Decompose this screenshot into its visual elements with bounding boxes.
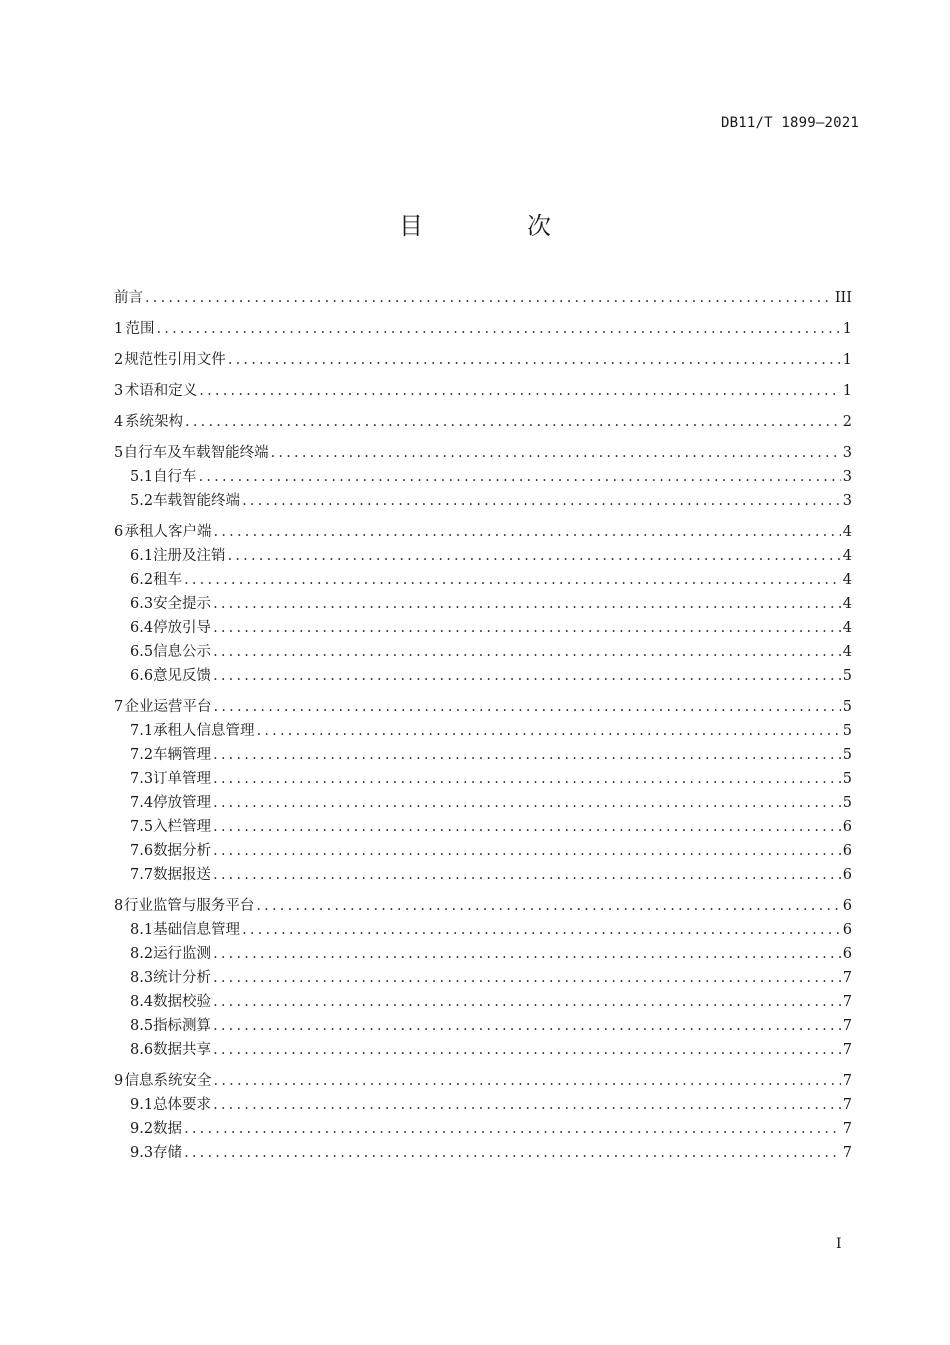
toc-dot-leader (184, 1117, 841, 1141)
toc-dot-leader (213, 942, 841, 966)
toc-entry-title: 系统架构 (125, 414, 184, 430)
toc-entry-title: 安全提示 (153, 596, 212, 612)
toc-entry-page: 7 (842, 1042, 852, 1058)
toc-entry-page: 5 (842, 699, 852, 715)
toc-dot-leader (213, 767, 841, 791)
toc-entry-page: 1 (842, 352, 852, 368)
toc-entry-number: 7.3 (130, 771, 154, 787)
toc-entry-title: 存储 (153, 1145, 183, 1161)
toc-dot-leader (213, 664, 841, 688)
toc-entry-page: 5 (842, 771, 852, 787)
toc-entry-title: 停放管理 (153, 795, 212, 811)
toc-entry-number: 7.1 (130, 723, 154, 739)
toc-entry[interactable] (114, 465, 852, 489)
toc-entry-number: 7.6 (130, 843, 154, 859)
toc-entry-page: 4 (842, 644, 852, 660)
toc-entry[interactable] (114, 1038, 852, 1062)
toc-dot-leader (214, 520, 841, 544)
toc-entry-title: 运行监测 (153, 946, 212, 962)
toc-entry-number: 8 (114, 898, 124, 914)
toc-entry-number: 9.2 (130, 1121, 154, 1137)
toc-entry-title: 入栏管理 (153, 819, 212, 835)
toc-entry-title: 行业监管与服务平台 (123, 898, 255, 914)
toc-entry-page: 6 (842, 922, 852, 938)
toc-entry-title: 数据报送 (153, 867, 212, 883)
toc-entry[interactable] (114, 815, 852, 839)
toc-entry[interactable] (114, 894, 852, 918)
toc-dot-leader (271, 441, 841, 465)
toc-entry-page: 3 (842, 493, 852, 509)
toc-entry-title: 数据分析 (153, 843, 212, 859)
toc-entry-number: 5 (114, 445, 124, 461)
toc-dot-leader (184, 1141, 841, 1165)
toc-entry-number: 9 (114, 1073, 124, 1089)
toc-dot-leader (145, 286, 833, 310)
toc-entry-title: 订单管理 (153, 771, 212, 787)
toc-entry-number: 8.6 (130, 1042, 154, 1058)
toc-entry[interactable] (114, 441, 852, 465)
toc-entry-title: 术语和定义 (124, 383, 198, 399)
toc-entry-page: 7 (842, 1073, 852, 1089)
toc-entry-page: 3 (842, 469, 852, 485)
toc-entry-title: 总体要求 (153, 1097, 212, 1113)
toc-entry-page: 7 (842, 994, 852, 1010)
toc-entry-page: 3 (842, 445, 852, 461)
toc-entry-page: 7 (842, 1018, 852, 1034)
toc-entry-number: 6.3 (130, 596, 154, 612)
toc-dot-leader (213, 743, 841, 767)
toc-entry-number: 7.7 (130, 867, 154, 883)
toc-entry-page: 4 (842, 596, 852, 612)
toc-entry[interactable] (114, 863, 852, 887)
toc-entry-number: 8.4 (130, 994, 154, 1010)
toc-dot-leader (185, 410, 841, 434)
toc-entry-page: 5 (842, 795, 852, 811)
toc-entry[interactable] (114, 1141, 852, 1165)
toc-entry-page: 5 (842, 747, 852, 763)
toc-dot-leader (213, 1038, 841, 1062)
toc-dot-leader (257, 719, 841, 743)
toc-entry-page: 4 (842, 524, 852, 540)
toc-dot-leader (213, 990, 841, 1014)
toc-entry-number: 6.2 (130, 572, 154, 588)
toc-entry-title: 信息系统安全 (124, 1073, 212, 1089)
toc-entry-page: 4 (842, 548, 852, 564)
toc-entry-number: 8.2 (130, 946, 154, 962)
toc-entry-title: 自行车 (153, 469, 197, 485)
toc-entry[interactable] (114, 767, 852, 791)
toc-dot-leader (213, 791, 841, 815)
page-number: I (836, 1236, 842, 1252)
toc-entry-title: 自行车及车载智能终端 (123, 445, 269, 461)
toc-dot-leader (213, 640, 841, 664)
toc-entry-page: 7 (842, 1121, 852, 1137)
toc-entry-title: 指标测算 (153, 1018, 212, 1034)
toc-dot-leader (199, 379, 840, 403)
toc-entry-page: 1 (842, 321, 852, 337)
toc-entry[interactable] (114, 379, 852, 403)
toc-entry-page: 7 (842, 1097, 852, 1113)
toc-entry[interactable] (114, 918, 852, 942)
toc-entry-title: 范围 (125, 321, 155, 337)
toc-entry-title: 停放引导 (153, 620, 212, 636)
toc-entry[interactable] (114, 839, 852, 863)
toc-entry-number: 5.1 (130, 469, 154, 485)
toc-entry[interactable] (114, 286, 852, 310)
toc-entry-page: 2 (842, 414, 852, 430)
toc-entry-number: 9.3 (130, 1145, 154, 1161)
table-of-contents (114, 286, 852, 1165)
toc-entry[interactable] (114, 410, 852, 434)
toc-dot-leader (242, 489, 841, 513)
toc-entry-title: 注册及注销 (153, 548, 226, 564)
toc-dot-leader (213, 592, 841, 616)
toc-entry[interactable] (114, 695, 852, 719)
toc-dot-leader (242, 918, 841, 942)
toc-entry-number: 5.2 (130, 493, 154, 509)
toc-entry-title: 企业运营平台 (124, 699, 212, 715)
toc-entry-title: 统计分析 (153, 970, 212, 986)
toc-entry-title: 承租人客户端 (124, 524, 212, 540)
toc-entry-number: 8.5 (130, 1018, 154, 1034)
toc-entry-page: 4 (842, 572, 852, 588)
toc-entry-number: 9.1 (130, 1097, 154, 1113)
toc-entry-number: 7 (114, 699, 124, 715)
toc-entry[interactable] (114, 1069, 852, 1093)
toc-entry[interactable] (114, 719, 852, 743)
toc-entry-page: 6 (842, 819, 852, 835)
toc-entry-number: 4 (114, 414, 124, 430)
toc-dot-leader (228, 544, 841, 568)
toc-dot-leader (214, 1069, 841, 1093)
toc-dot-leader (199, 465, 841, 489)
toc-entry-title: 信息公示 (153, 644, 212, 660)
toc-dot-leader (228, 348, 841, 372)
toc-entry-title: 意见反馈 (153, 668, 212, 684)
toc-entry-number: 8.1 (130, 922, 154, 938)
toc-entry-page: 6 (842, 843, 852, 859)
toc-entry-number: 6.4 (130, 620, 154, 636)
toc-entry[interactable] (114, 640, 852, 664)
toc-entry[interactable] (114, 664, 852, 688)
toc-entry-page: 5 (842, 723, 852, 739)
toc-entry-number: 7.4 (130, 795, 154, 811)
toc-entry[interactable] (114, 592, 852, 616)
toc-entry-title: 数据共享 (153, 1042, 212, 1058)
toc-entry[interactable] (114, 568, 852, 592)
toc-entry-number: 7.5 (130, 819, 154, 835)
toc-entry-number: 3 (114, 383, 124, 399)
toc-entry-number: 2 (114, 352, 124, 368)
toc-entry-page: 1 (842, 383, 852, 399)
toc-entry[interactable] (114, 1093, 852, 1117)
toc-entry-number: 6 (114, 524, 124, 540)
document-code: DB11/T 1899—2021 (720, 115, 859, 131)
toc-entry-page: 4 (842, 620, 852, 636)
toc-dot-leader (213, 1093, 841, 1117)
toc-entry-title: 规范性引用文件 (124, 352, 226, 368)
toc-entry[interactable] (114, 544, 852, 568)
toc-dot-leader (213, 1014, 841, 1038)
toc-dot-leader (184, 568, 841, 592)
toc-entry-title: 数据校验 (153, 994, 212, 1010)
toc-dot-leader (256, 894, 840, 918)
toc-dot-leader (213, 616, 841, 640)
toc-entry-page: 6 (842, 898, 852, 914)
toc-entry-number: 6.5 (130, 644, 154, 660)
toc-entry[interactable] (114, 489, 852, 513)
toc-entry[interactable] (114, 942, 852, 966)
toc-entry[interactable] (114, 520, 852, 544)
toc-dot-leader (157, 317, 841, 341)
toc-entry-number: 8.3 (130, 970, 154, 986)
toc-entry-number: 7.2 (130, 747, 154, 763)
toc-dot-leader (213, 966, 841, 990)
toc-entry-title: 车载智能终端 (153, 493, 241, 509)
toc-entry-title: 车辆管理 (153, 747, 212, 763)
toc-dot-leader (213, 815, 841, 839)
toc-entry-number: 1 (114, 321, 124, 337)
toc-dot-leader (214, 695, 841, 719)
toc-dot-leader (213, 839, 841, 863)
toc-entry-page: 5 (842, 668, 852, 684)
toc-entry[interactable] (114, 317, 852, 341)
toc-entry-page: 7 (842, 1145, 852, 1161)
toc-entry[interactable] (114, 1117, 852, 1141)
toc-entry[interactable] (114, 616, 852, 640)
toc-entry-page: III (834, 290, 852, 306)
toc-entry-title: 数据 (153, 1121, 183, 1137)
toc-entry[interactable] (114, 348, 852, 372)
toc-entry-number: 6.6 (130, 668, 154, 684)
toc-entry-title: 基础信息管理 (153, 922, 241, 938)
toc-entry-title: 前言 (114, 290, 143, 306)
toc-entry-page: 6 (842, 946, 852, 962)
toc-entry[interactable] (114, 743, 852, 767)
toc-entry-title: 承租人信息管理 (153, 723, 255, 739)
toc-entry-title: 租车 (153, 572, 183, 588)
toc-entry-number: 6.1 (130, 548, 154, 564)
toc-entry[interactable] (114, 791, 852, 815)
toc-dot-leader (213, 863, 841, 887)
toc-entry-page: 6 (842, 867, 852, 883)
toc-entry[interactable] (114, 990, 852, 1014)
toc-entry[interactable] (114, 1014, 852, 1038)
page-title: 目 次 (399, 212, 591, 240)
toc-entry[interactable] (114, 966, 852, 990)
toc-entry-page: 7 (842, 970, 852, 986)
